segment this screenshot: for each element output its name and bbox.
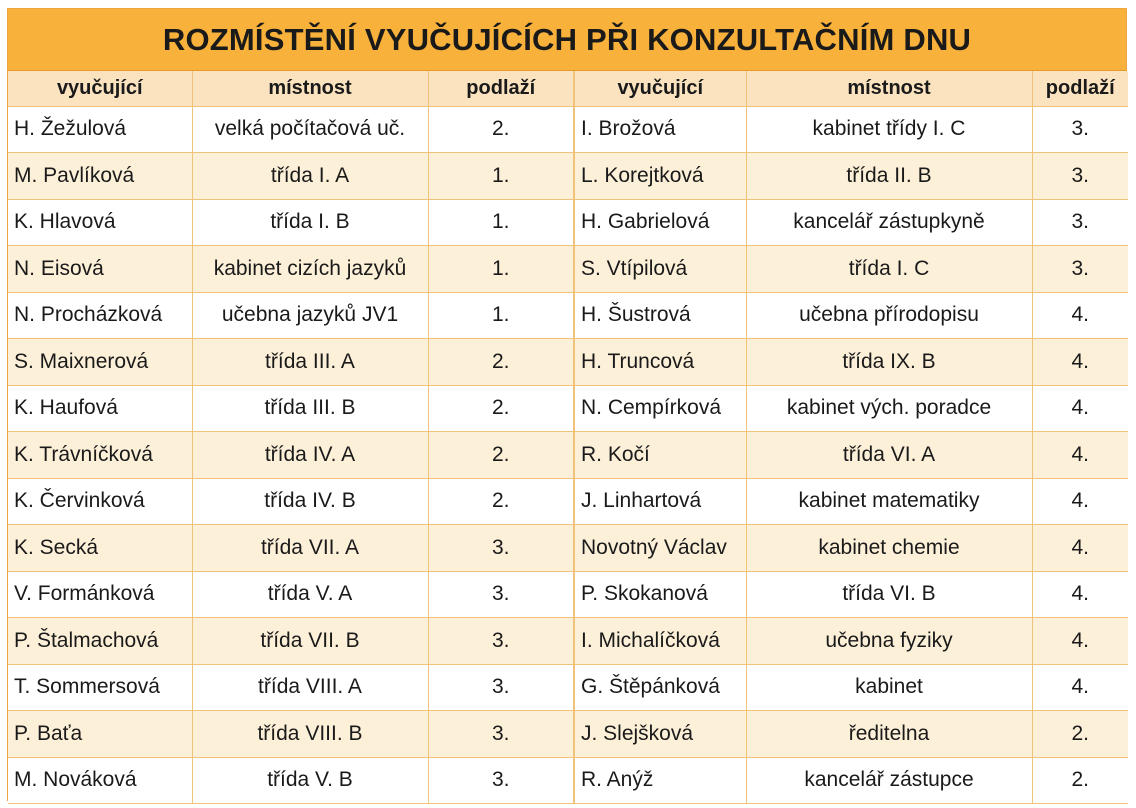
floor-right: 2.: [1032, 757, 1128, 804]
room-right: kabinet třídy I. C: [746, 106, 1032, 153]
room-left: třída V. A: [192, 571, 428, 618]
table-row: [8, 432, 1128, 479]
floor-left: 2.: [428, 385, 574, 432]
header-teacher-left: vyučující: [8, 71, 192, 106]
floor-left: 2.: [428, 478, 574, 525]
table-row: [8, 711, 1128, 758]
teacher-name-right: I. Brožová: [574, 106, 746, 153]
teacher-name-left: K. Hlavová: [8, 199, 192, 246]
room-left: třída IV. A: [192, 432, 428, 479]
floor-left: 3.: [428, 525, 574, 572]
room-left: třída I. B: [192, 199, 428, 246]
teacher-name-right: G. Štěpánková: [574, 664, 746, 711]
teacher-name-left: T. Sommersová: [8, 664, 192, 711]
teacher-name-left: S. Maixnerová: [8, 339, 192, 386]
table-row: [8, 385, 1128, 432]
room-left: kabinet cizích jazyků: [192, 246, 428, 293]
title-bar: [8, 9, 1126, 71]
teacher-name-right: S. Vtípilová: [574, 246, 746, 293]
floor-right: 4.: [1032, 618, 1128, 665]
teacher-name-right: H. Šustrová: [574, 292, 746, 339]
floor-left: 1.: [428, 199, 574, 246]
teacher-name-right: Novotný Václav: [574, 525, 746, 572]
room-left: třída V. B: [192, 757, 428, 804]
room-right: kabinet matematiky: [746, 478, 1032, 525]
table-row: [8, 246, 1128, 293]
header-floor-right: podlaží: [1032, 71, 1128, 106]
table-row: [8, 339, 1128, 386]
teacher-name-right: J. Slejšková: [574, 711, 746, 758]
floor-left: 1.: [428, 153, 574, 200]
floor-left: 2.: [428, 106, 574, 153]
teacher-name-left: V. Formánková: [8, 571, 192, 618]
teacher-name-right: H. Gabrielová: [574, 199, 746, 246]
teacher-name-left: K. Trávníčková: [8, 432, 192, 479]
teacher-name-right: R. Kočí: [574, 432, 746, 479]
teacher-name-left: M. Pavlíková: [8, 153, 192, 200]
floor-right: 3.: [1032, 153, 1128, 200]
floor-left: 1.: [428, 246, 574, 293]
floor-left: 2.: [428, 432, 574, 479]
page-title: ROZMÍSTĚNÍ VYUČUJÍCÍCH PŘI KONZULTAČNÍM DNU: [162, 21, 972, 57]
floor-right: 3.: [1032, 106, 1128, 153]
floor-left: 3.: [428, 757, 574, 804]
header-floor-left: podlaží: [428, 71, 574, 106]
table-row: [8, 525, 1128, 572]
room-right: učebna fyziky: [746, 618, 1032, 665]
room-right: třída IX. B: [746, 339, 1032, 386]
room-right: třída VI. B: [746, 571, 1032, 618]
room-right: kabinet vých. poradce: [746, 385, 1032, 432]
room-left: třída VII. A: [192, 525, 428, 572]
floor-right: 4.: [1032, 292, 1128, 339]
teacher-name-right: I. Michalíčková: [574, 618, 746, 665]
room-right: kancelář zástupce: [746, 757, 1032, 804]
room-left: třída I. A: [192, 153, 428, 200]
room-right: kabinet: [746, 664, 1032, 711]
table-row: [8, 618, 1128, 665]
teacher-name-right: N. Cempírková: [574, 385, 746, 432]
room-right: ředitelna: [746, 711, 1032, 758]
teacher-name-right: L. Korejtková: [574, 153, 746, 200]
teacher-name-left: N. Eisová: [8, 246, 192, 293]
floor-left: 2.: [428, 339, 574, 386]
floor-right: 4.: [1032, 385, 1128, 432]
table-row: [8, 106, 1128, 153]
teacher-name-left: P. Baťa: [8, 711, 192, 758]
teacher-name-left: H. Žežulová: [8, 106, 192, 153]
floor-right: 4.: [1032, 571, 1128, 618]
floor-right: 2.: [1032, 711, 1128, 758]
room-right: kabinet chemie: [746, 525, 1032, 572]
teacher-name-left: K. Haufová: [8, 385, 192, 432]
floor-right: 3.: [1032, 199, 1128, 246]
header-teacher-right: vyučující: [574, 71, 746, 106]
teacher-room-table: [8, 71, 1128, 804]
room-left: třída III. B: [192, 385, 428, 432]
teacher-name-right: J. Linhartová: [574, 478, 746, 525]
room-left: třída VIII. A: [192, 664, 428, 711]
room-left: třída VII. B: [192, 618, 428, 665]
floor-left: 1.: [428, 292, 574, 339]
table-body: [8, 106, 1128, 804]
floor-right: 4.: [1032, 432, 1128, 479]
floor-right: 4.: [1032, 664, 1128, 711]
room-left: učebna jazyků JV1: [192, 292, 428, 339]
floor-left: 3.: [428, 664, 574, 711]
teacher-name-right: P. Skokanová: [574, 571, 746, 618]
floor-right: 4.: [1032, 525, 1128, 572]
header-room-right: místnost: [746, 71, 1032, 106]
floor-right: 3.: [1032, 246, 1128, 293]
table-row: [8, 199, 1128, 246]
room-left: třída III. A: [192, 339, 428, 386]
floor-left: 3.: [428, 618, 574, 665]
header-row: [8, 71, 1128, 106]
teacher-name-right: H. Truncová: [574, 339, 746, 386]
teacher-name-left: M. Nováková: [8, 757, 192, 804]
teacher-name-left: P. Štalmachová: [8, 618, 192, 665]
floor-left: 3.: [428, 571, 574, 618]
schedule-sheet: [7, 8, 1127, 801]
room-left: třída VIII. B: [192, 711, 428, 758]
teacher-name-left: K. Secká: [8, 525, 192, 572]
table-row: [8, 153, 1128, 200]
room-right: třída VI. A: [746, 432, 1032, 479]
floor-left: 3.: [428, 711, 574, 758]
room-right: kancelář zástupkyně: [746, 199, 1032, 246]
table-row: [8, 664, 1128, 711]
table-row: [8, 757, 1128, 804]
room-right: třída I. C: [746, 246, 1032, 293]
room-left: třída IV. B: [192, 478, 428, 525]
table-row: [8, 478, 1128, 525]
room-right: učebna přírodopisu: [746, 292, 1032, 339]
floor-right: 4.: [1032, 478, 1128, 525]
table-row: [8, 571, 1128, 618]
teacher-name-right: R. Anýž: [574, 757, 746, 804]
room-right: třída II. B: [746, 153, 1032, 200]
table-row: [8, 292, 1128, 339]
teacher-name-left: K. Červinková: [8, 478, 192, 525]
header-room-left: místnost: [192, 71, 428, 106]
floor-right: 4.: [1032, 339, 1128, 386]
room-left: velká počítačová uč.: [192, 106, 428, 153]
teacher-name-left: N. Procházková: [8, 292, 192, 339]
